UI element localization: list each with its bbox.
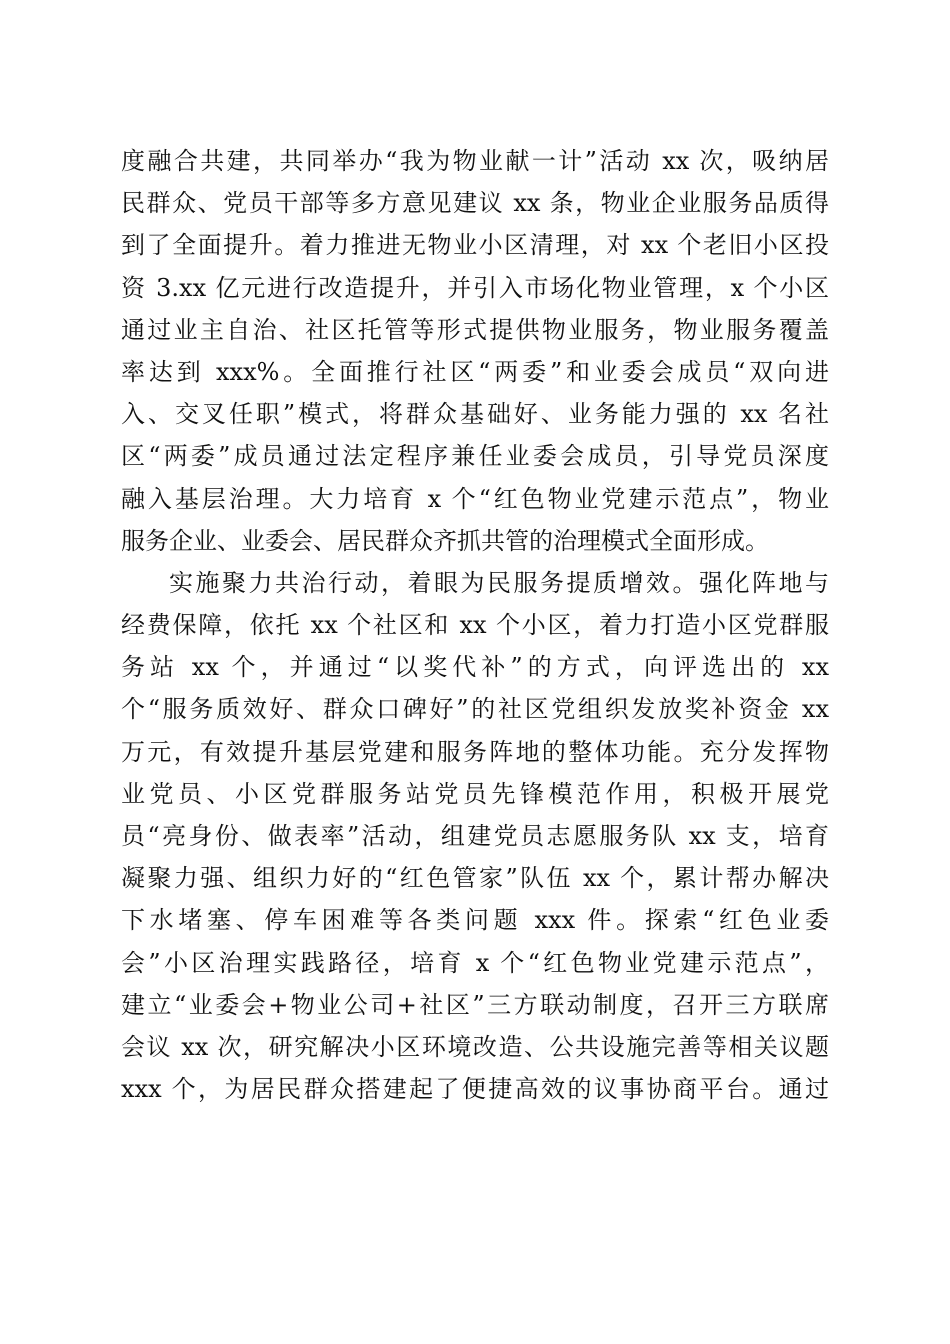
paragraph-line: 万元，有效提升基层党建和服务阵地的整体功能。充分发挥物 [121,737,829,766]
paragraph-line: 区“两委”成员通过法定程序兼任业委会成员，引导党员深度 [121,442,829,471]
paragraph-line: 凝聚力强、组织力好的“红色管家”队伍 xx 个，累计帮办解决 [121,864,829,893]
paragraph-line: 资 3.xx 亿元进行改造提升，并引入市场化物业管理，x 个小区 [121,273,829,302]
paragraph-line: 融入基层治理。大力培育 x 个“红色物业党建示范点”，物业 [121,484,829,513]
paragraph-line: 到了全面提升。着力推进无物业小区清理，对 xx 个老旧小区投 [121,231,829,260]
paragraph-line: 经费保障，依托 xx 个社区和 xx 个小区，着力打造小区党群服 [121,611,829,640]
paragraph-line: xxx 个，为居民群众搭建起了便捷高效的议事协商平台。通过 [121,1075,829,1104]
paragraph-line: 度融合共建，共同举办“我为物业献一计”活动 xx 次，吸纳居 [121,147,829,175]
paragraph-line: 个“服务质效好、群众口碑好”的社区党组织发放奖补资金 xx [121,695,829,724]
body-text [121,140,829,1110]
paragraph-line: 会议 xx 次，研究解决小区环境改造、公共设施完善等相关议题 [121,1032,829,1061]
paragraph-line: 建立“业委会+物业公司+社区”三方联动制度，召开三方联席 [121,990,829,1019]
paragraph-line: 民群众、党员干部等多方意见建议 xx 条，物业企业服务品质得 [121,189,829,218]
paragraph-line: 下水堵塞、停车困难等各类问题 xxx 件。探索“红色业委 [121,906,829,935]
paragraph-line: 服务企业、业委会、居民群众齐抓共管的治理模式全面形成。 [121,526,769,555]
paragraph-line: 率达到 xxx%。全面推行社区“两委”和业委会成员“双向进 [121,357,829,386]
paragraph-line: 业党员、小区党群服务站党员先锋模范作用，积极开展党 [121,779,829,808]
paragraph-line: 实施聚力共治行动，着眼为民服务提质增效。强化阵地与 [169,568,829,597]
paragraph-line: 员“亮身份、做表率”活动，组建党员志愿服务队 xx 支，培育 [121,822,829,850]
paragraph-line: 务站 xx 个，并通过“以奖代补”的方式，向评选出的 xx [121,653,829,682]
paragraph-line: 会”小区治理实践路径，培育 x 个“红色物业党建示范点”， [121,948,829,977]
paragraph-line: 通过业主自治、社区托管等形式提供物业服务，物业服务覆盖 [121,315,829,344]
paragraph-line: 入、交叉任职”模式，将群众基础好、业务能力强的 xx 名社 [121,400,829,429]
